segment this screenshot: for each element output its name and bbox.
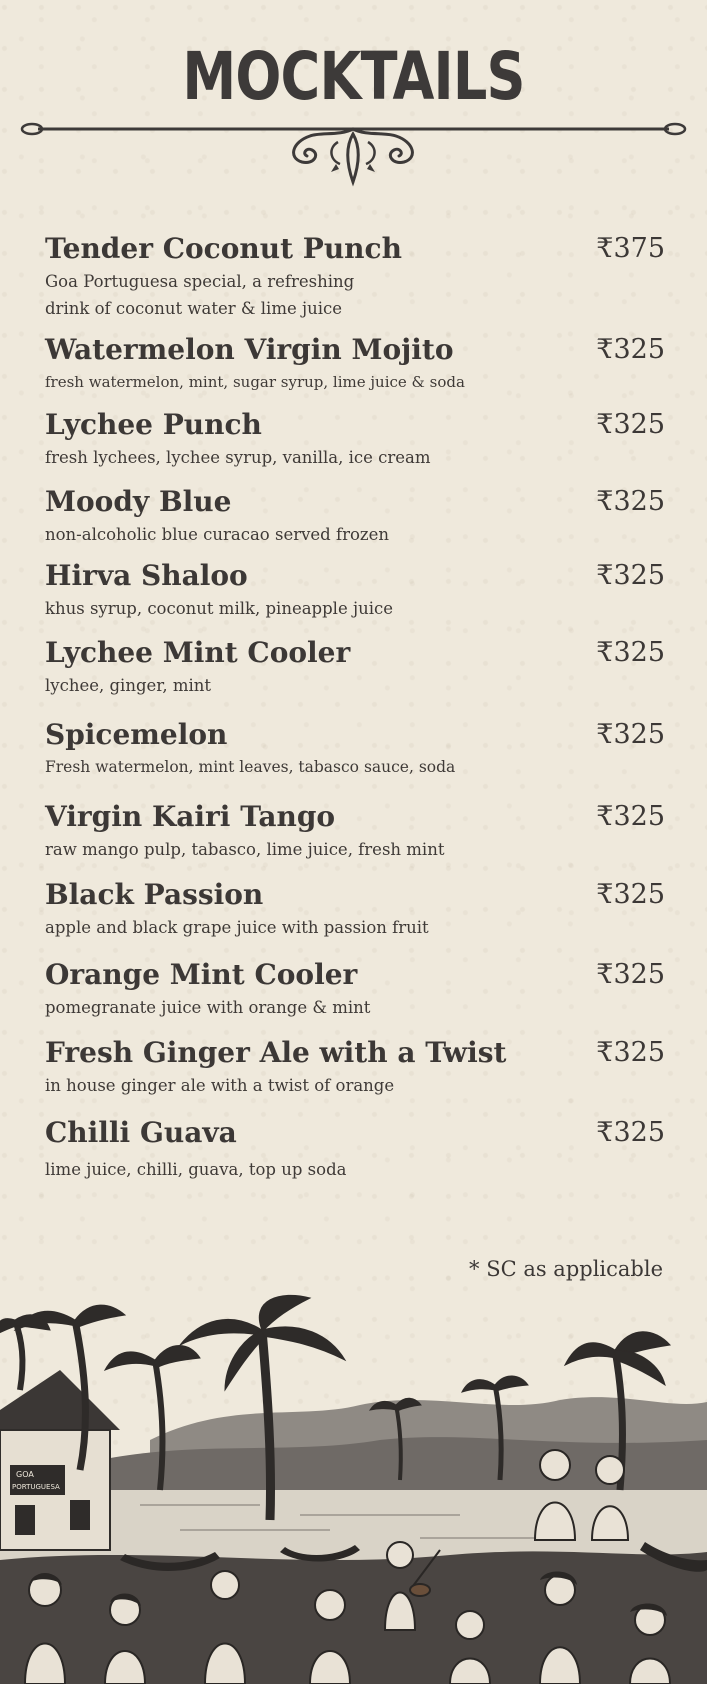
- item-description: raw mango pulp, tabasco, lime juice, fresh mint: [45, 840, 445, 859]
- item-name: Lychee Mint Cooler: [45, 636, 351, 669]
- menu-item: [45, 798, 665, 863]
- item-description: Goa Portuguesa special, a refreshing drink of coconut water & lime juice: [45, 272, 355, 318]
- item-name: Lychee Punch: [45, 408, 262, 441]
- menu-item: [45, 331, 665, 396]
- item-price: ₹325: [596, 409, 665, 440]
- ornamental-divider-icon: [20, 112, 687, 202]
- item-price: ₹325: [596, 560, 665, 591]
- item-price: ₹325: [596, 959, 665, 990]
- menu-item: [45, 1114, 665, 1183]
- item-description: lime juice, chilli, guava, top up soda: [45, 1160, 347, 1179]
- item-name: Chilli Guava: [45, 1116, 237, 1149]
- item-name: Orange Mint Cooler: [45, 958, 358, 991]
- item-description: lychee, ginger, mint: [45, 676, 212, 695]
- item-price: ₹325: [596, 879, 665, 910]
- item-description: fresh watermelon, mint, sugar syrup, lime juice & soda: [45, 373, 465, 391]
- item-description: fresh lychees, lychee syrup, vanilla, ice cream: [45, 448, 431, 467]
- item-name: Moody Blue: [45, 485, 232, 518]
- item-name: Spicemelon: [45, 718, 228, 751]
- menu-item: [45, 406, 665, 471]
- menu-item: [45, 716, 665, 781]
- item-name: Watermelon Virgin Mojito: [45, 333, 454, 366]
- page-title: MOCKTAILS: [182, 38, 525, 115]
- goan-village-illustration: [0, 1290, 707, 1684]
- item-name: Hirva Shaloo: [45, 559, 248, 592]
- menu-item: [45, 634, 665, 699]
- menu-item: [45, 230, 665, 322]
- item-name: Virgin Kairi Tango: [45, 800, 336, 833]
- item-price: ₹325: [596, 1037, 665, 1068]
- item-description: Fresh watermelon, mint leaves, tabasco sauce, soda: [45, 758, 456, 776]
- item-description: non-alcoholic blue curacao served frozen: [45, 525, 390, 544]
- item-description: apple and black grape juice with passion fruit: [45, 918, 429, 937]
- item-name: Tender Coconut Punch: [45, 232, 402, 265]
- item-price: ₹375: [596, 233, 665, 264]
- item-description: pomegranate juice with orange & mint: [45, 998, 371, 1017]
- item-price: ₹325: [596, 486, 665, 517]
- sign-text: PORTUGUESA: [12, 1483, 60, 1491]
- item-name: Black Passion: [45, 878, 264, 911]
- item-description: in house ginger ale with a twist of orange: [45, 1076, 395, 1095]
- menu-item: [45, 483, 665, 548]
- menu-item: [45, 1034, 665, 1099]
- sign-text: GOA: [16, 1470, 34, 1479]
- menu-item: [45, 876, 665, 941]
- item-name: Fresh Ginger Ale with a Twist: [45, 1036, 507, 1069]
- item-description: khus syrup, coconut milk, pineapple juice: [45, 599, 393, 618]
- item-price: ₹325: [596, 1117, 665, 1148]
- item-price: ₹325: [596, 801, 665, 832]
- menu-item: [45, 956, 665, 1021]
- item-price: ₹325: [596, 719, 665, 750]
- item-price: ₹325: [596, 637, 665, 668]
- item-price: ₹325: [596, 334, 665, 365]
- menu-item: [45, 557, 665, 622]
- service-charge-note: * SC as applicable: [469, 1257, 663, 1281]
